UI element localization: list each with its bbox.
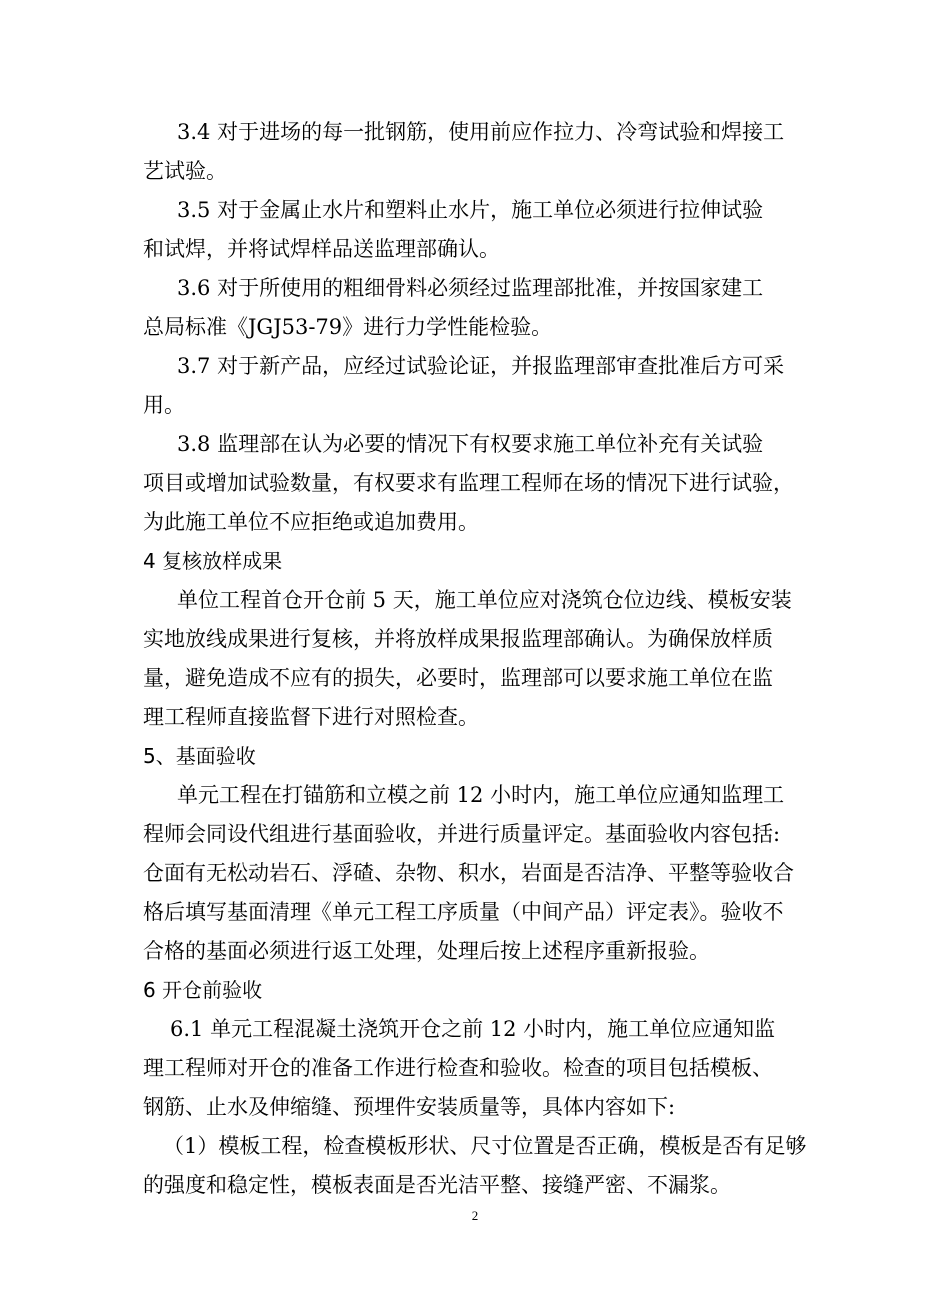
- paragraph-3-5-line-1: 3.5 对于金属止水片和塑料止水片，施工单位必须进行拉伸试验: [177, 198, 764, 222]
- section-heading-6: 6 开仓前验收: [143, 978, 263, 1002]
- paragraph-3-6-line-2: 总局标准《JGJ53-79》进行力学性能检验。: [143, 315, 553, 339]
- paragraph-5-line-2: 程师会同设代组进行基面验收，并进行质量评定。基面验收内容包括:: [143, 822, 781, 846]
- paragraph-3-8-line-2: 项目或增加试验数量，有权要求有监理工程师在场的情况下进行试验，: [143, 471, 794, 495]
- paragraph-3-4-line-1: 3.4 对于进场的每一批钢筋，使用前应作拉力、冷弯试验和焊接工: [177, 120, 785, 144]
- paragraph-3-5-line-2: 和试焊，并将试焊样品送监理部确认。: [143, 237, 500, 261]
- paragraph-4-line-2: 实地放线成果进行复核，并将放样成果报监理部确认。为确保放样质: [143, 627, 773, 651]
- section-heading-4: 4 复核放样成果: [143, 549, 283, 573]
- paragraph-4-line-3: 量，避免造成不应有的损失，必要时，监理部可以要求施工单位在监: [143, 666, 773, 690]
- list-item-1-line-2: 的强度和稳定性，模板表面是否光洁平整、接缝严密、不漏浆。: [143, 1173, 731, 1197]
- list-item-1-line-1: （1）模板工程，检查模板形状、尺寸位置是否正确，模板是否有足够: [163, 1134, 807, 1158]
- paragraph-4-line-1: 单位工程首仓开仓前 5 天，施工单位应对浇筑仓位边线、模板安装: [177, 588, 792, 612]
- paragraph-6-1-line-3: 钢筋、止水及伸缩缝、预埋件安装质量等，具体内容如下:: [143, 1095, 676, 1119]
- paragraph-5-line-5: 合格的基面必须进行返工处理，处理后按上述程序重新报验。: [143, 939, 710, 963]
- paragraph-3-8-line-3: 为此施工单位不应拒绝或追加费用。: [143, 510, 479, 534]
- paragraph-3-8-line-1: 3.8 监理部在认为必要的情况下有权要求施工单位补充有关试验: [177, 432, 764, 456]
- paragraph-6-1-line-1: 6.1 单元工程混凝土浇筑开仓之前 12 小时内，施工单位应通知监: [170, 1017, 776, 1041]
- page-number: 2: [471, 1208, 479, 1223]
- paragraph-3-4-line-2: 艺试验。: [143, 159, 227, 183]
- paragraph-3-7-line-1: 3.7 对于新产品，应经过试验论证，并报监理部审查批准后方可采: [177, 354, 785, 378]
- paragraph-5-line-1: 单元工程在打锚筋和立模之前 12 小时内，施工单位应通知监理工: [177, 783, 785, 807]
- paragraph-6-1-line-2: 理工程师对开仓的准备工作进行检查和验收。检查的项目包括模板、: [143, 1056, 773, 1080]
- paragraph-3-7-line-2: 用。: [143, 393, 185, 417]
- paragraph-5-line-4: 格后填写基面清理《单元工程工序质量（中间产品）评定表》。验收不: [143, 900, 784, 924]
- paragraph-3-6-line-1: 3.6 对于所使用的粗细骨料必须经过监理部批准，并按国家建工: [177, 276, 764, 300]
- paragraph-4-line-4: 理工程师直接监督下进行对照检查。: [143, 705, 479, 729]
- paragraph-5-line-3: 仓面有无松动岩石、浮碴、杂物、积水，岩面是否洁净、平整等验收合: [143, 861, 794, 885]
- section-heading-5: 5、基面验收: [143, 744, 256, 768]
